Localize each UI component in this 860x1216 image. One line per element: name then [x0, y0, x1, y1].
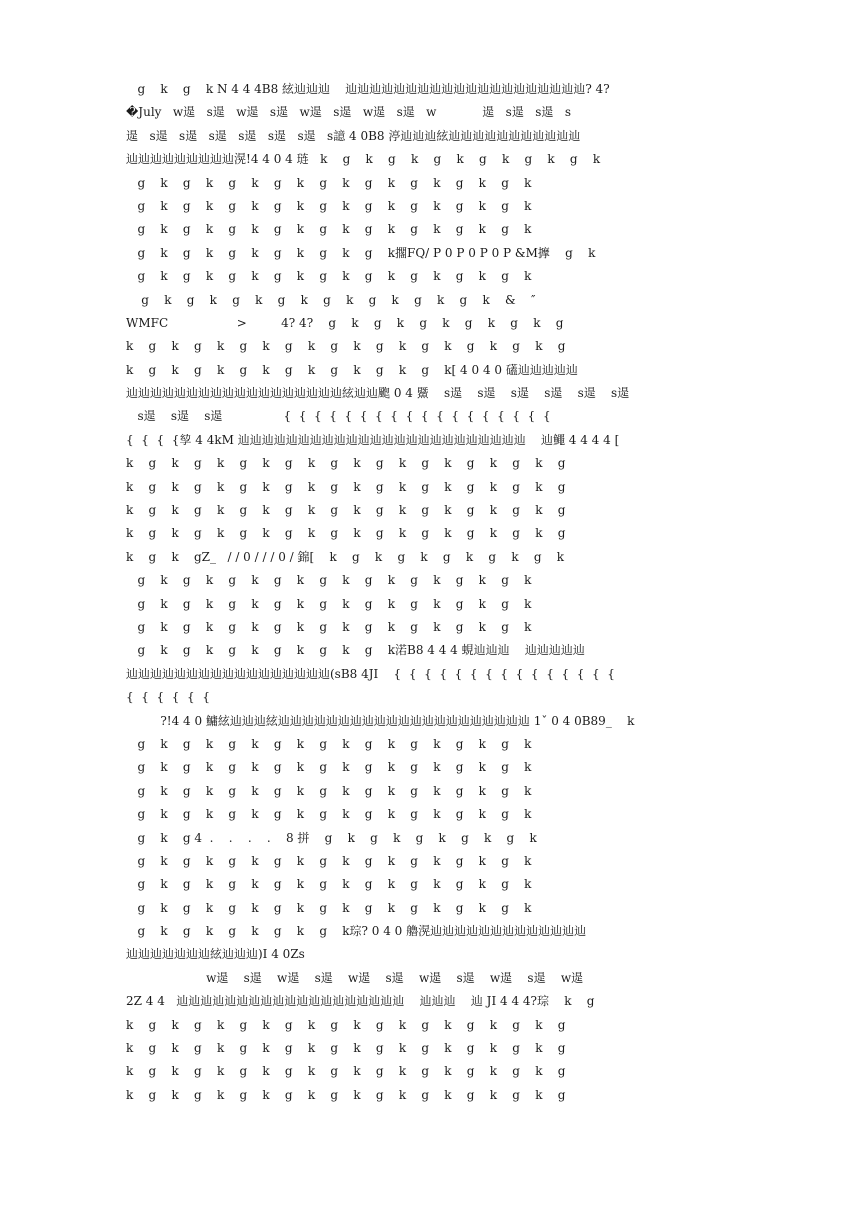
- text-line: 辿辿辿辿辿辿辿辿辿辿辿辿辿辿辿辿辿辿絃辿辿颮 0 4 鱀 s遈 s遈 s遈 s遈 s遈 s遈: [126, 386, 630, 401]
- text-line: g k g k g k g k g k g k g k g k g k: [126, 269, 532, 284]
- text-line: g k g k g k g k g k g k g k g k g k: [126, 198, 532, 213]
- text-line: 遈 s遈 s遈 s遈 s遈 s遈 s遈 s譩 4 0B8 渟辿辿辿絃辿辿辿辿辿辿辿辿辿辿辿: [126, 128, 581, 143]
- text-line: k g k g k g k g k g k g k g k g k g k g: [126, 1041, 566, 1056]
- text-line: k g k g k g k g k g k g k g k g k g k g: [126, 1064, 566, 1079]
- text-line: 辿辿辿辿辿辿辿辿辿辿辿辿辿辿辿辿辿(sB8 4JI { { { { { { { { { { { { { { {: [126, 666, 615, 681]
- garbled-text-block: [126, 78, 738, 1107]
- text-line: g k g k g k g k g k g k擱FQ/ P 0 P 0 P 0 P &M擵 g k: [126, 245, 596, 260]
- text-line: g k g k g k g k g k g k g k g k g k: [126, 596, 532, 611]
- text-line: { { { {孧 4 4kM 辿辿辿辿辿辿辿辿辿辿辿辿辿辿辿辿辿辿辿辿辿辿辿辿 辿鱦 4 4 4 4 [: [126, 432, 620, 447]
- text-line: s遈 s遈 s遈 { { { { { { { { { { { { { { { { { {: [126, 409, 551, 424]
- text-line: k g k g k g k g k g k g k g k g k g k g: [126, 339, 566, 354]
- text-line: g k g k N 4 4 4B8 絃辿辿辿 辿辿辿辿辿辿辿辿辿辿辿辿辿辿辿辿辿辿辿辿? 4?: [126, 82, 610, 96]
- text-line: 2Z 4 4 辿辿辿辿辿辿辿辿辿辿辿辿辿辿辿辿辿辿辿 辿辿辿 辿 JI 4 4 4?琮 k g: [126, 994, 595, 1009]
- text-line: { { { { { {: [126, 690, 210, 705]
- text-line: g k g k g k g k g k g k g k g k g k: [126, 760, 532, 775]
- text-line: g k g k g k g k g k g k g k g k & ″: [126, 292, 536, 307]
- text-line: k g k g k g k g k g k g k g k g k g k g: [126, 1087, 566, 1102]
- text-line: �July w遈 s遈 w遈 s遈 w遈 s遈 w遈 s遈 w 遈 s遈 s遈 s: [126, 105, 572, 120]
- text-line: g k g k g k g k g k g k g k g k g k: [126, 853, 532, 868]
- text-line: g k g k g k g k g k g k g k g k g k: [126, 619, 532, 634]
- text-line: g k g k g k g k g k琮? 0 4 0 艪滉辿辿辿辿辿辿辿辿辿辿辿辿辿: [126, 924, 587, 939]
- text-line: k g k g k g k g k g k g k g k g k g k g: [126, 456, 566, 471]
- text-line: g k g k g k g k g k g k g k g k g k: [126, 222, 532, 237]
- text-line: g k g k g k g k g k g k g k g k g k: [126, 736, 532, 751]
- text-line: g k g 4 . . . . 8 拼 g k g k g k g k g k: [126, 830, 537, 845]
- text-line: 辿辿辿辿辿辿辿絃辿辿辿)I 4 0Zs: [126, 947, 305, 962]
- text-line: g k g k g k g k g k g k g k g k g k: [126, 900, 532, 915]
- text-line: k g k g k g k g k g k g k g k[ 4 0 4 0 礚辿辿辿辿辿: [126, 362, 578, 377]
- text-line: w遈 s遈 w遈 s遈 w遈 s遈 w遈 s遈 w遈 s遈 w遈: [126, 970, 584, 985]
- text-line: g k g k g k g k g k g k g k g k g k: [126, 783, 532, 798]
- text-line: g k g k g k g k g k g k g k g k g k: [126, 175, 532, 190]
- text-line: k g k g k g k g k g k g k g k g k g k g: [126, 1017, 566, 1032]
- text-line: k g k gZ_ / / 0 / / / 0 / 錦[ k g k g k g k g k g k: [126, 549, 565, 564]
- text-line: k g k g k g k g k g k g k g k g k g k g: [126, 503, 566, 518]
- text-line: WMFC > 4? 4? g k g k g k g k g k g: [126, 315, 564, 330]
- text-line: g k g k g k g k g k g k渃B8 4 4 4 蜆辿辿辿 辿辿辿辿辿: [126, 643, 585, 658]
- text-line: g k g k g k g k g k g k g k g k g k: [126, 877, 532, 892]
- text-line: 辿辿辿辿辿辿辿辿辿滉!4 4 0 4 琏 k g k g k g k g k g k g k: [126, 152, 601, 167]
- text-line: g k g k g k g k g k g k g k g k g k: [126, 573, 532, 588]
- text-line: k g k g k g k g k g k g k g k g k g k g: [126, 479, 566, 494]
- text-line: g k g k g k g k g k g k g k g k g k: [126, 807, 532, 822]
- text-line: ?!4 4 0 鱅絃辿辿辿絃辿辿辿辿辿辿辿辿辿辿辿辿辿辿辿辿辿辿辿辿辿 1ˇ 0 4 0B89_ k: [126, 713, 635, 728]
- text-line: k g k g k g k g k g k g k g k g k g k g: [126, 526, 566, 541]
